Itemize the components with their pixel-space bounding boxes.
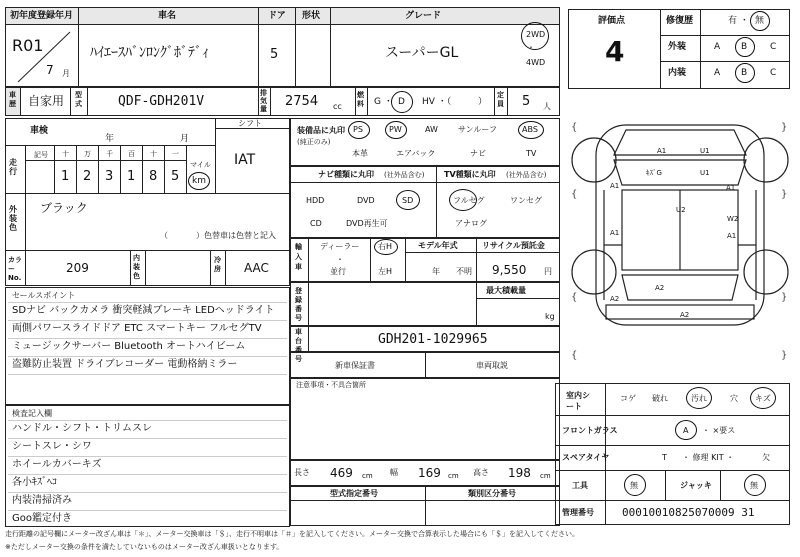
sales-point-line: 両側パワースライドドア ETC スマートキー フルセグTV [12, 323, 262, 334]
damage-mark: A2 [680, 311, 690, 319]
notes-label: 注意事項・不具合箇所 [296, 381, 366, 389]
eval-label: 評価点 [598, 16, 626, 26]
seat-item: コゲ [620, 394, 636, 403]
damage-mark: U1 [700, 147, 710, 155]
fuel-d: D [398, 97, 405, 107]
tv-analog: アナログ [455, 219, 487, 228]
spare-label: スペアタイヤ [562, 453, 610, 462]
nav-label: ナビ種類に丸印 [318, 170, 374, 179]
windshield-label: フロントガラス [562, 426, 618, 435]
length-value: 469 [330, 466, 353, 480]
capacity-label: 定員 [497, 91, 504, 108]
notes-box [290, 378, 560, 460]
nav-dvd-play: DVD再生可 [346, 219, 388, 228]
damage-mark: W2 [727, 215, 739, 223]
reg-label: 登録番号 [295, 287, 302, 322]
mgmt-value: 00010010825070009 31 [622, 506, 755, 519]
import-label: 輸入車 [295, 243, 302, 271]
recycle-value: 9,550 [492, 263, 527, 277]
svg-text:{: { [571, 350, 578, 361]
cc-unit: cc [333, 102, 342, 111]
svg-text:}: } [781, 350, 788, 361]
model-year-value: 不明 [456, 267, 472, 276]
color-note: ）色替車は色替と記入 [196, 231, 276, 240]
damage-mark: A1 [657, 147, 667, 155]
eval-score: 4 [605, 35, 625, 68]
color-code-label: カラーNo. [8, 256, 22, 282]
width-value: 169 [418, 466, 441, 480]
equip-aw: AW [425, 125, 438, 134]
mileage-digit-3: 1 [127, 169, 136, 184]
handle-left: 左H [378, 267, 393, 276]
displacement-value: 2754 [285, 94, 319, 109]
inspector-line: ハンドル・シフト・トリムスレ [12, 423, 152, 434]
fuel-close: ） [478, 97, 488, 107]
sales-points-label: セールスポイント [12, 291, 76, 300]
nav-dvd: DVD [357, 196, 375, 205]
repair-label: 修復歴 [666, 16, 694, 26]
drive-2wd: 2WD [526, 30, 546, 39]
nav-note: (社外品含む) [384, 171, 425, 179]
tv-oneseg: ワンセグ [510, 196, 542, 205]
first-reg-label: 初年度登録年月 [10, 11, 74, 21]
displacement-label: 排気量 [260, 89, 267, 113]
damage-mark: A1 [726, 184, 736, 192]
unit-km: km [192, 176, 206, 186]
interior-a: A [714, 68, 721, 78]
equip-sunroof: サンルーフ [458, 125, 497, 134]
chassis-value: GDH201-1029965 [378, 332, 488, 347]
width-unit: cm [448, 472, 459, 480]
equip-abs: ABS [522, 125, 538, 134]
car-name-label: 車名 [158, 11, 177, 21]
color-code: 209 [66, 261, 89, 275]
shift-label: シフト [238, 119, 262, 128]
model-year-label: モデル年式 [418, 241, 458, 250]
car-name: ﾊｲｴｰｽﾊﾞﾝﾛﾝｸﾞﾎﾞﾃﾞｨ [90, 45, 209, 61]
handle-right: 右H [378, 242, 393, 251]
car-outline-svg [566, 100, 794, 380]
footer-note-2: ※ただしメーター交換の条件を満たしていないものはメーター改ざん車扱いとなります。 [5, 543, 284, 551]
repair-none: 無 [755, 16, 765, 26]
jack-value: 無 [750, 481, 758, 490]
damage-mark: A2 [655, 284, 665, 292]
mileage-digit-1: 2 [83, 169, 92, 184]
svg-text:{: { [571, 292, 578, 303]
height-value: 198 [508, 466, 531, 480]
interior-c: C [770, 68, 777, 78]
height-unit: cm [540, 472, 551, 480]
svg-text:{: { [571, 189, 578, 200]
width-label: 幅 [390, 468, 398, 477]
seat-label: 室内シート [566, 391, 590, 411]
inspector-line: ホイールカバーキズ [12, 459, 102, 470]
equipment-label: 装備品に丸印 [297, 126, 345, 135]
unit-mile: マイル [190, 161, 211, 169]
spare-kit: ・ 修理 KIT ・ [682, 453, 735, 462]
row2-box [5, 87, 560, 116]
shape-label: 形状 [302, 11, 321, 21]
exterior-color: ブラック [40, 201, 88, 215]
damage-mark: A1 [610, 229, 620, 237]
max-load-label: 最大積載量 [486, 286, 526, 295]
kg-unit: kg [545, 312, 555, 321]
equipment-label2: (純正のみ) [297, 138, 331, 146]
tv-label: TV種類に丸印 [444, 170, 496, 179]
svg-text:}: } [781, 122, 788, 133]
exterior-c: C [770, 42, 777, 52]
category-label: 類別区分番号 [468, 489, 516, 498]
nav-hdd: HDD [306, 196, 325, 205]
recycle-label: リサイクル預託金 [482, 241, 545, 250]
height-label: 高さ [473, 468, 489, 477]
equip-tv: TV [526, 149, 537, 158]
mileage-digit-2: 3 [105, 169, 114, 184]
grade-label: グレード [405, 11, 442, 21]
svg-text:}: } [781, 189, 788, 200]
manual: 車両取説 [476, 361, 508, 370]
equip-leather: 本革 [352, 149, 368, 158]
windshield-rest: ・ ×要ス [702, 426, 736, 435]
fuel-label: 燃料 [357, 91, 364, 108]
inspector-line: シートスレ・シワ [12, 441, 92, 452]
mgmt-label: 管理番号 [562, 508, 594, 517]
shaken-label: 車検 [30, 126, 49, 136]
equip-airbag: エアバック [396, 149, 436, 158]
windshield-a: A [683, 426, 689, 435]
spare-t: T [662, 453, 667, 462]
mileage-digit-0: 1 [61, 169, 70, 184]
spare-none: 欠 [762, 453, 770, 462]
damage-mark: U1 [700, 169, 710, 177]
fuel-hv: HV ・（ [422, 97, 452, 107]
footer-note-1: 走行距離の記号欄にメーター改ざん車は「＊」、メーター交換車は「＄」、走行不明車は「＃」を記入してください。メーター交換で合算表示した場合にも「＄」を記入してください。 [5, 530, 579, 538]
fuel-g: G ・ [374, 97, 393, 107]
equip-ps: PS [353, 125, 363, 134]
import-parallel: 並行 [330, 267, 346, 276]
inspector-line: 各小ｷｽﾞﾍｺ [12, 477, 57, 488]
seat-item: 破れ [652, 394, 668, 403]
tv-fullseg: フルセグ [453, 196, 485, 205]
model-label: 型式 [75, 91, 82, 108]
model-value: QDF-GDH201V [118, 94, 205, 109]
reg-month-unit: 月 [62, 69, 70, 78]
import-dot: ・ [336, 255, 344, 264]
recycle-unit: 円 [544, 267, 552, 276]
drive-dot: ・ [527, 43, 535, 52]
interior-b: B [741, 68, 748, 78]
sales-point-line: 盗難防止装置 ドライブレコーダー 電動格納ミラー [12, 359, 238, 370]
interior-color-label: 内装色 [133, 254, 140, 280]
repair-yes: 有 ・ [728, 16, 749, 26]
digit-label-1: 万 [84, 150, 91, 158]
inspector-line: Goo鑑定付き [12, 513, 72, 524]
length-unit: cm [362, 472, 373, 480]
inspector-label: 検査記入欄 [12, 409, 52, 418]
nav-sd: SD [402, 196, 414, 205]
damage-mark: A2 [610, 295, 620, 303]
exterior-label: 外装 [668, 42, 687, 52]
shaken-year-unit: 年 [105, 134, 115, 144]
shift-value: IAT [234, 152, 256, 168]
equip-pw: PW [389, 125, 402, 134]
mileage-digit-5: 5 [171, 169, 180, 184]
car-diagram [566, 100, 794, 380]
capacity-unit: 人 [543, 102, 551, 111]
damage-mark: ｷｽﾞG [646, 169, 662, 177]
tools-label: 工具 [572, 481, 588, 490]
digit-label-5: 一 [172, 150, 179, 158]
reg-month: 7 [46, 63, 54, 77]
digit-label-3: 百 [128, 150, 135, 158]
seat-item: 穴 [730, 394, 738, 403]
exterior-b: B [741, 42, 748, 52]
damage-mark: U2 [676, 206, 686, 214]
sales-point-line: ミュージックサーバー Bluetooth オートハイビーム [12, 341, 246, 352]
seat-item: 汚れ [691, 394, 707, 403]
capacity-value: 5 [522, 94, 531, 109]
equip-navi: ナビ [470, 149, 486, 158]
usage-label: 車歴 [9, 91, 16, 108]
type-designation-label: 型式指定番号 [330, 489, 378, 498]
inspector-line: 内装清掃済み [12, 495, 72, 506]
mileage-digit-4: 8 [149, 169, 158, 184]
drive-4wd: 4WD [526, 58, 546, 67]
new-warranty: 新車保証書 [335, 361, 375, 370]
svg-text:}: } [781, 292, 788, 303]
aircon-value: AAC [244, 261, 269, 275]
chassis-label: 車台番号 [295, 328, 302, 363]
interior-label: 内装 [668, 68, 687, 78]
mileage-note: 記号 [34, 151, 48, 159]
grade-value: スーパーGL [385, 45, 459, 61]
door-label: ドア [268, 11, 286, 21]
door-count: 5 [270, 47, 279, 62]
usage-value: 自家用 [28, 94, 65, 108]
svg-text:{: { [571, 122, 578, 133]
damage-mark: A1 [727, 232, 737, 240]
import-dealer: ディーラー [320, 242, 360, 251]
tools-value: 無 [630, 481, 638, 490]
tv-note: (社外品含む) [506, 171, 547, 179]
seat-item: キズ [755, 394, 771, 403]
model-year-year: 年 [432, 267, 440, 276]
exterior-a: A [714, 42, 721, 52]
sales-point-line: SDナビ バックカメラ 衝突軽減ブレーキ LEDヘッドライト [12, 305, 275, 316]
digit-label-0: 十 [62, 150, 69, 158]
damage-mark: A1 [610, 182, 620, 190]
shaken-month-unit: 月 [180, 134, 190, 144]
digit-label-2: 千 [106, 150, 113, 158]
nav-cd: CD [310, 219, 322, 228]
digit-label-4: 十 [150, 150, 157, 158]
aircon-label: 冷房 [214, 256, 221, 273]
reg-year: R01 [12, 36, 44, 55]
mileage-label: 走行 [9, 158, 17, 176]
color-note-open: （ [160, 231, 168, 240]
exterior-color-label: 外装色 [9, 205, 17, 232]
length-label: 長さ [294, 468, 310, 477]
jack-label: ジャッキ [680, 481, 712, 490]
